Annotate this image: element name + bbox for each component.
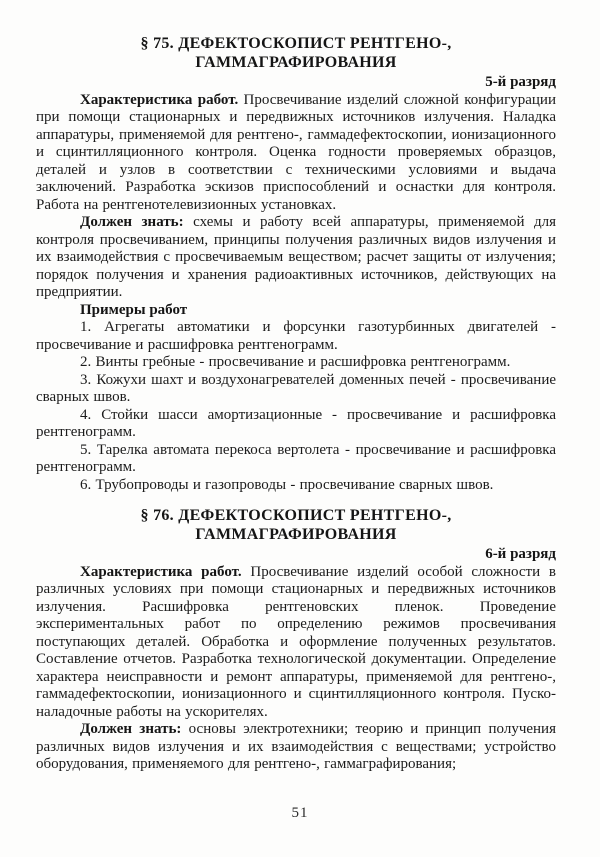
example-item-4: 4. Стойки шасси амортизационные - просвечивание и расшифровка рентгенограмм.	[36, 406, 556, 440]
section-75-characteristics-paragraph	[36, 92, 556, 215]
section-75-grade-label: 5-й разряд	[485, 74, 556, 90]
must-know-text: схемы и работу всей аппаратуры, применяемой для контроля просвечиванием, принципы получения различных видов излучения и их взаимодействия с просвечиваемым веществом; расчет защиты от излучения; порядок получения и хранения радиоактивных источников, действующих на предприятии.	[36, 214, 556, 300]
page-number: 51	[291, 805, 309, 821]
characteristics-label: Характеристика работ.	[80, 563, 242, 580]
must-know-text: основы электротехники; теорию и принцип получения различных видов излучения и их взаимодействия с веществами; устройство оборудования, применяемого для рентгено-, гаммаграфирования;	[36, 721, 556, 772]
example-item-3: 3. Кожухи шахт и воздухонагревателей доменных печей - просвечивание сварных швов.	[36, 371, 556, 405]
must-know-label: Должен знать:	[80, 214, 184, 230]
example-item-6: 6. Трубопроводы и газопроводы - просвечивание сварных швов.	[80, 476, 494, 493]
characteristics-label: Характеристика работ.	[80, 91, 239, 108]
section-75	[36, 34, 556, 494]
example-item-1: 1. Агрегаты автоматики и форсунки газотурбинных двигателей - просвечивание и расшифровка рентгенограмм.	[36, 319, 556, 353]
section-76-characteristics-paragraph	[36, 564, 556, 722]
section-76-must-know-paragraph	[36, 721, 556, 774]
section-76-title	[36, 506, 556, 544]
section-75-title-line1: § 75. ДЕФЕКТОСКОПИСТ РЕНТГЕНО-,	[140, 35, 452, 52]
characteristics-text: Просвечивание изделий особой сложности в различных условиях при помощи стационарных и передвижных источников излучения. Расшифровка рентгеновских пленок. Проведение экспериментальных работ по определению режимов просвечивания поступающих деталей. Обработка и оформление полученных результатов. Составление отчетов. Разработка технологической документации. Определение характера неисправности и ремонт аппаратуры, применяемой для рентгено-, гаммадефектоскопии, ионизационного и сцинтилляционного контроля. Пуско-наладочные работы на ускорителях.	[36, 563, 556, 720]
section-75-must-know-paragraph	[36, 214, 556, 302]
examples-heading: Примеры работ	[80, 301, 188, 318]
section-76	[36, 506, 556, 774]
example-item-2: 2. Винты гребные - просвечивание и расшифровка рентгенограмм.	[80, 354, 511, 370]
section-76-grade-label: 6-й разряд	[485, 546, 556, 562]
section-75-title	[36, 34, 556, 72]
section-76-title-line2: ГАММАГРАФИРОВАНИЯ	[195, 526, 397, 543]
section-76-title-line1: § 76. ДЕФЕКТОСКОПИСТ РЕНТГЕНО-,	[140, 507, 452, 524]
characteristics-text: Просвечивание изделий сложной конфигурации при помощи стационарных и передвижных источников излучения. Наладка аппаратуры, применяемой для рентгено-, гаммадефектоскопии, ионизационного и сцинтилляционного контроля. Оценка годности проверяемых образцов, деталей и узлов в соответствии с техническими условиями и выдача заключений. Разработка эскизов приспособлений и оснастки для контроля. Работа на рентгенотелевизионных установках.	[36, 91, 556, 213]
section-75-title-line2: ГАММАГРАФИРОВАНИЯ	[195, 54, 397, 71]
must-know-label: Должен знать:	[80, 721, 182, 737]
example-item-5: 5. Тарелка автомата перекоса вертолета - просвечивание и расшифровка рентгенограмм.	[36, 441, 556, 475]
